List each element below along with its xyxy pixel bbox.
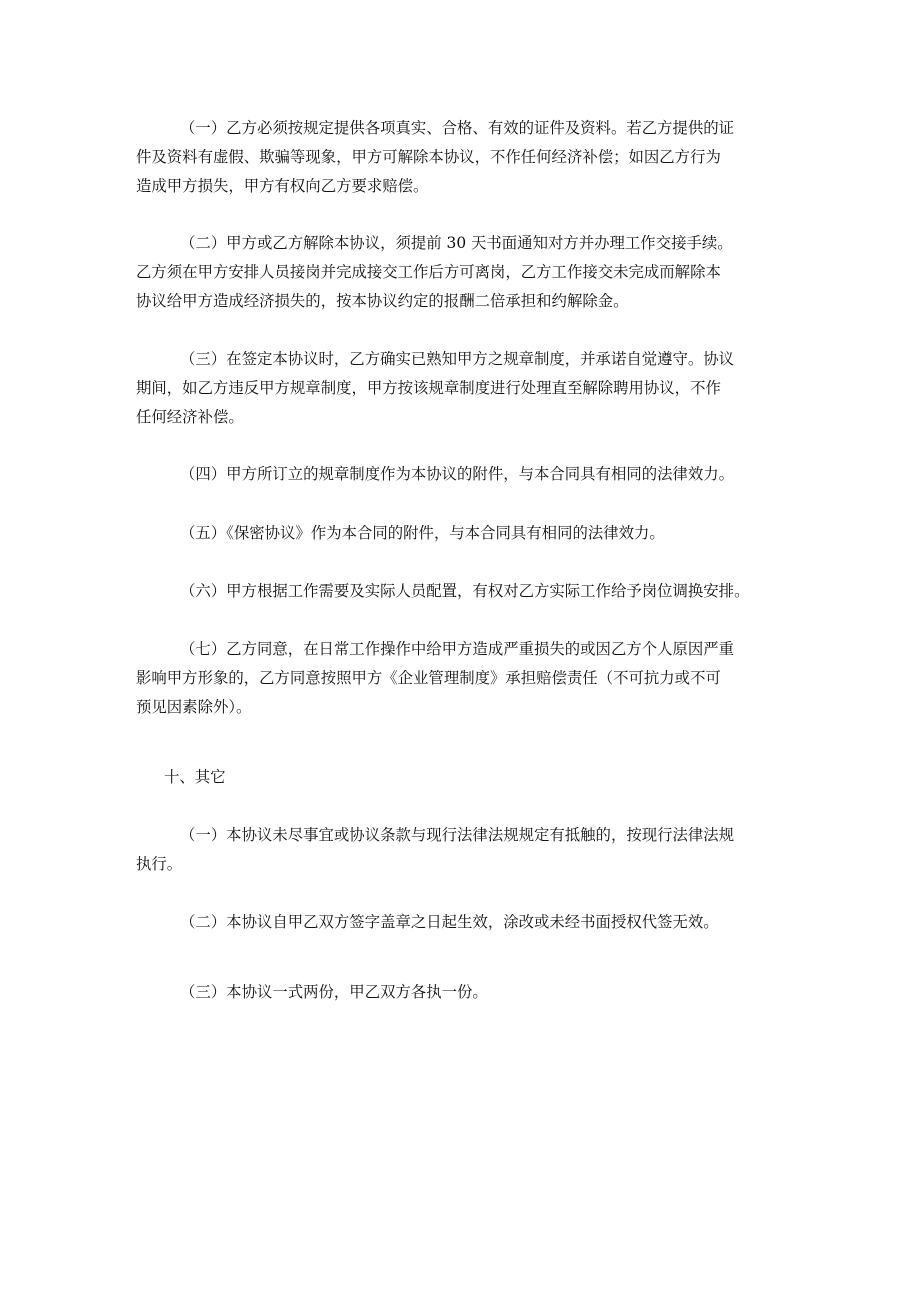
other-paragraph-1: [136, 821, 788, 879]
clause-paragraph-4: [136, 460, 788, 489]
section-heading-10: [136, 763, 788, 792]
paragraph-line: （二）本协议自甲乙双方签字盖章之日起生效，涂改或未经书面授权代签无效。: [180, 913, 719, 931]
clause-paragraph-6: [136, 577, 788, 606]
paragraph-line: （四）甲方所订立的规章制度作为本协议的附件，与本合同具有相同的法律效力。: [180, 465, 735, 483]
paragraph-line: 件及资料有虚假、欺骗等现象，甲方可解除本协议，不作任何经济补偿；如因乙方行为: [136, 148, 721, 166]
paragraph-line: 预见因素除外）。: [136, 698, 252, 716]
heading-line: 十、其它: [164, 768, 226, 786]
clause-paragraph-2: [136, 229, 788, 316]
paragraph-line: 乙方须在甲方安排人员接岗并完成接交工作后方可离岗，乙方工作接交未完成而解除本: [136, 263, 721, 281]
other-paragraph-3: [136, 978, 788, 1007]
clause-paragraph-7: [136, 635, 788, 722]
clause-paragraph-3: [136, 345, 788, 432]
paragraph-line: 造成甲方损失，甲方有权向乙方要求赔偿。: [136, 177, 429, 195]
paragraph-line: 期间，如乙方违反甲方规章制度，甲方按该规章制度进行处理直至解除聘用协议，不作: [136, 379, 721, 397]
paragraph-line: 任何经济补偿。: [136, 408, 244, 426]
paragraph-line: （六）甲方根据工作需要及实际人员配置，有权对乙方实际工作给予岗位调换安排。: [180, 582, 750, 600]
paragraph-line: （三）本协议一式两份，甲乙双方各执一份。: [180, 983, 488, 1001]
paragraph-line: （一）乙方必须按规定提供各项真实、合格、有效的证件及资料。若乙方提供的证: [180, 119, 735, 137]
paragraph-line: 影响甲方形象的，乙方同意按照甲方《企业管理制度》承担赔偿责任（不可抗力或不可: [136, 669, 721, 687]
paragraph-line: （七）乙方同意，在日常工作操作中给甲方造成严重损失的或因乙方个人原因严重: [180, 640, 735, 658]
paragraph-line: （三）在签定本协议时，乙方确实已熟知甲方之规章制度，并承诺自觉遵守。协议: [180, 350, 735, 368]
paragraph-line: （五）《保密协议》作为本合同的附件，与本合同具有相同的法律效力。: [180, 524, 665, 542]
paragraph-line: 执行。: [136, 855, 183, 873]
paragraph-line: （二）甲方或乙方解除本协议，须提前 30 天书面通知对方并办理工作交接手续。: [180, 234, 733, 252]
paragraph-line: （一）本协议未尽事宜或协议条款与现行法律法规规定有抵触的，按现行法律法规: [180, 826, 735, 844]
clause-paragraph-1: [136, 114, 788, 201]
other-paragraph-2: [136, 908, 788, 937]
paragraph-line: 协议给甲方造成经济损失的，按本协议约定的报酬二倍承担和约解除金。: [136, 292, 629, 310]
clause-paragraph-5: [136, 519, 788, 548]
